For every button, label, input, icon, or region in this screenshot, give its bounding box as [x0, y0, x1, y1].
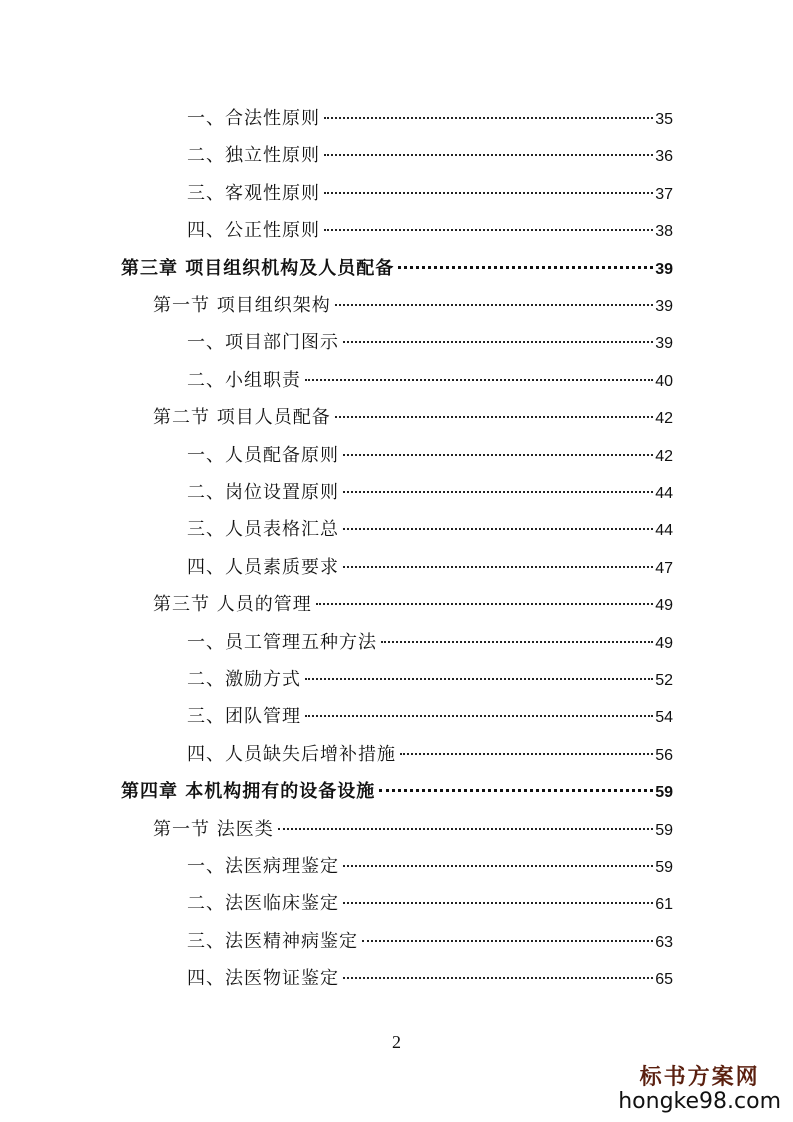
toc-entry[interactable] — [187, 661, 673, 698]
toc-entry-page: 52 — [655, 672, 673, 689]
toc-entry-page: 44 — [655, 522, 673, 540]
toc-entry-title: 四、人员素质要求 — [187, 556, 339, 578]
toc-entry-title: 四、公正性原则 — [187, 220, 320, 242]
toc-entry-page: 59 — [655, 859, 673, 876]
toc-entry[interactable] — [187, 324, 673, 361]
toc-entry[interactable] — [187, 848, 673, 885]
toc-entry-title: 二、小组职责 — [187, 369, 301, 391]
dot-leader — [324, 229, 653, 231]
dot-leader — [343, 977, 653, 979]
toc-entry-title: 一、员工管理五种方法 — [187, 631, 377, 653]
dot-leader — [362, 940, 653, 942]
toc-entry-title: 三、团队管理 — [187, 706, 301, 728]
toc-entry[interactable] — [187, 698, 673, 735]
toc-entry[interactable] — [187, 100, 673, 137]
toc-entry[interactable] — [187, 137, 673, 174]
toc-entry-page: 56 — [655, 746, 673, 764]
dot-leader — [305, 678, 653, 680]
toc-entry[interactable] — [187, 549, 673, 586]
toc-entry-page: 61 — [655, 896, 673, 914]
dot-leader — [343, 528, 653, 530]
toc-entry-page: 65 — [655, 971, 673, 989]
dot-leader — [343, 865, 653, 867]
toc-entry[interactable] — [187, 437, 673, 474]
dot-leader — [324, 192, 653, 194]
toc-entry-page: 37 — [655, 185, 673, 203]
toc-entry-title: 四、法医物证鉴定 — [187, 968, 339, 990]
toc-entry[interactable] — [187, 923, 673, 960]
toc-entry[interactable] — [153, 287, 673, 324]
toc-entry-page: 47 — [655, 559, 673, 577]
toc-entry-page: 35 — [655, 111, 673, 128]
toc-entry[interactable] — [187, 474, 673, 511]
toc-entry-page: 42 — [655, 447, 673, 465]
toc-entry[interactable] — [187, 960, 673, 997]
toc-entry[interactable] — [187, 511, 673, 548]
toc-entry-title: 第三章 项目组织机构及人员配备 — [121, 257, 395, 279]
toc-entry-page: 42 — [655, 410, 673, 428]
toc-entry-title: 第三节 人员的管理 — [153, 594, 312, 616]
toc-entry[interactable] — [187, 362, 673, 399]
dot-leader — [316, 603, 653, 605]
toc-entry-page: 49 — [655, 597, 673, 615]
dot-leader — [343, 902, 653, 904]
toc-entry[interactable] — [153, 586, 673, 623]
toc-entry-title: 第二节 项目人员配备 — [153, 407, 331, 429]
toc-entry-title: 第一节 法医类 — [153, 818, 274, 840]
toc-entry-page: 36 — [655, 148, 673, 166]
toc-entry-page: 39 — [655, 260, 673, 278]
toc-entry[interactable] — [187, 175, 673, 212]
toc-entry-title: 第一节 项目组织架构 — [153, 295, 331, 316]
watermark-title: 标书方案网 — [639, 1064, 760, 1090]
toc-entry-page: 38 — [655, 223, 673, 241]
dot-leader — [278, 828, 653, 830]
dot-leader — [343, 454, 653, 456]
toc-entry[interactable] — [187, 885, 673, 922]
dot-leader — [324, 117, 653, 119]
toc-entry-title: 一、合法性原则 — [187, 108, 320, 129]
toc-entry-title: 第四章 本机构拥有的设备设施 — [121, 781, 376, 803]
dot-leader — [335, 304, 653, 306]
toc-entry-title: 一、法医病理鉴定 — [187, 856, 339, 877]
toc-entry-title: 一、项目部门图示 — [187, 332, 339, 354]
toc-entry[interactable] — [187, 624, 673, 661]
toc-entry-page: 39 — [655, 335, 673, 353]
dot-leader — [305, 715, 653, 717]
toc-entry-title: 二、激励方式 — [187, 669, 301, 690]
toc-entry-title: 三、客观性原则 — [187, 182, 320, 204]
dot-leader — [335, 416, 653, 418]
toc-entry-title: 二、岗位设置原则 — [187, 482, 339, 503]
toc-entry-title: 一、人员配备原则 — [187, 444, 339, 466]
toc-entry[interactable] — [153, 811, 673, 848]
toc-entry-title: 三、人员表格汇总 — [187, 519, 339, 541]
dot-leader — [381, 641, 653, 643]
watermark — [618, 1060, 781, 1114]
toc-entry[interactable] — [121, 250, 673, 287]
dot-leader — [400, 753, 653, 755]
toc-entry-page: 39 — [655, 298, 673, 315]
toc-entry[interactable] — [153, 399, 673, 436]
page-number: 2 — [392, 1032, 401, 1052]
dot-leader — [379, 789, 653, 792]
toc-entry-title: 二、法医临床鉴定 — [187, 893, 339, 915]
dot-leader — [343, 566, 653, 568]
toc-entry-page: 59 — [655, 784, 673, 802]
toc-entry-page: 44 — [655, 485, 673, 502]
toc-entry-page: 63 — [655, 933, 673, 951]
dot-leader — [305, 379, 653, 381]
toc-entry-page: 54 — [655, 709, 673, 727]
toc-entry-page: 59 — [655, 821, 673, 839]
toc-entry[interactable] — [187, 736, 673, 773]
toc-entry-title: 二、独立性原则 — [187, 145, 320, 167]
toc-entry-page: 49 — [655, 634, 673, 652]
watermark-url: hongke98.com — [618, 1089, 781, 1114]
toc-entry-page: 40 — [655, 372, 673, 390]
toc-entry[interactable] — [121, 773, 673, 810]
dot-leader — [398, 266, 653, 269]
dot-leader — [343, 491, 653, 493]
toc-entry-title: 四、人员缺失后增补措施 — [187, 743, 396, 765]
toc-entry-title: 三、法医精神病鉴定 — [187, 930, 358, 952]
dot-leader — [324, 154, 653, 156]
toc-entry[interactable] — [187, 212, 673, 249]
dot-leader — [343, 341, 653, 343]
